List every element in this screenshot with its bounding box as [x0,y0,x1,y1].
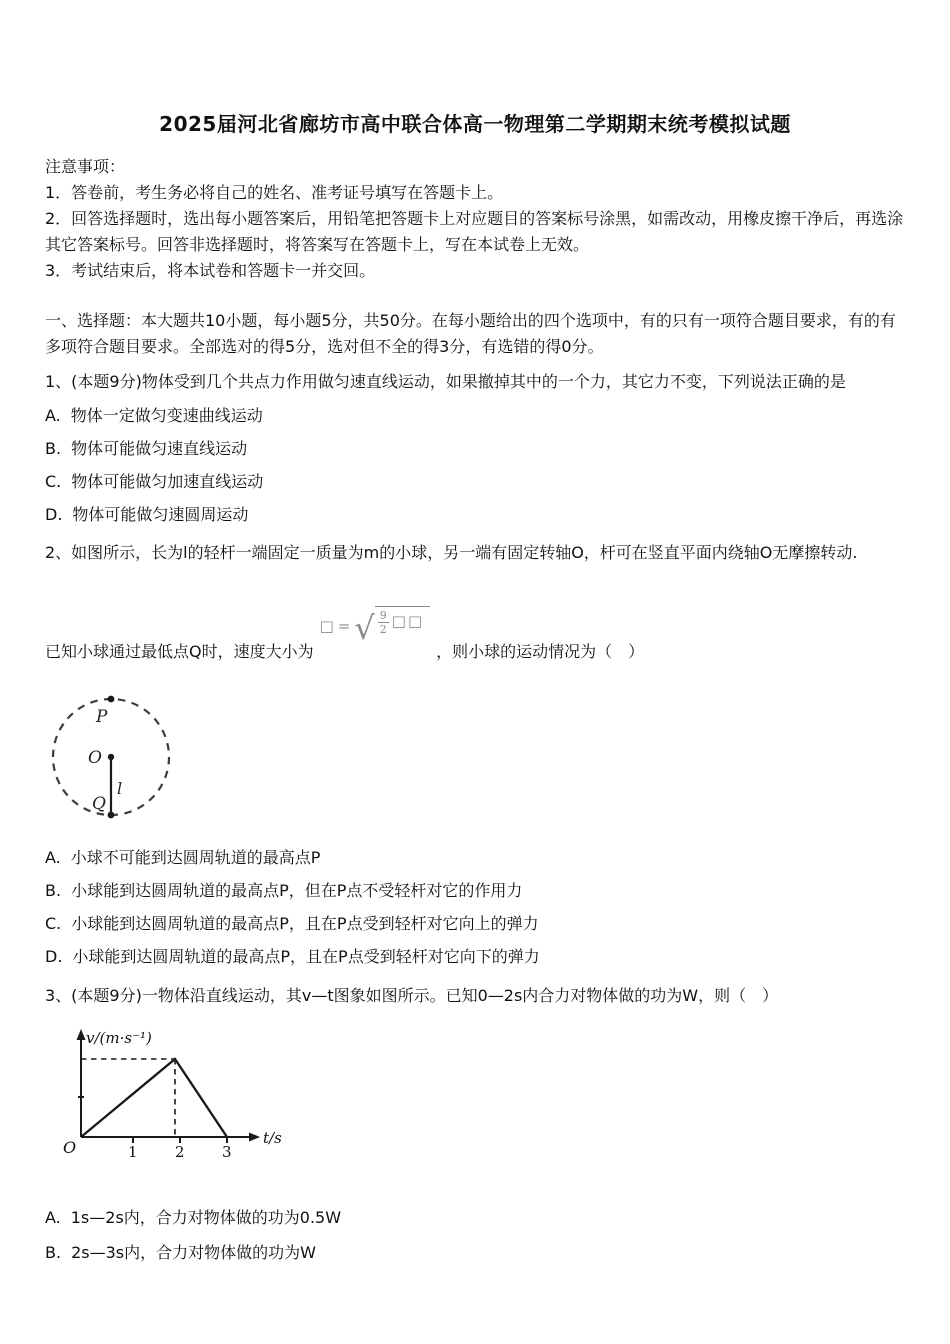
option-text: 1s—2s内，合力对物体做的功为0.5W [70,1208,342,1227]
option-label: A. [45,848,61,867]
option-text: 物体可能做匀速圆周运动 [72,505,249,524]
y-axis-arrow [77,1029,86,1040]
pivot-dot [108,754,114,760]
section-one-heading: 一、选择题：本大题共10小题，每小题5分，共50分。在每小题给出的四个选项中，有的只有一项符合题目要求，有的有多项符合题目要求。全部选对的得5分，选对但不全的得3分，有选错的得0分。 [45,311,896,356]
q1-option-d [45,502,905,527]
formula-lhs: □ [319,617,334,635]
q1-option-c [45,469,905,494]
q2-known-prefix: 已知小球通过最低点Q时，速度大小为 [45,642,314,661]
option-label: D. [45,505,63,524]
y-axis-label: v/(m·s⁻¹) [86,1029,152,1047]
label-o: O [88,748,102,768]
radical-sign: √ [354,609,375,647]
x-tick-label-1: 1 [128,1143,138,1161]
q2-known-line [45,609,905,665]
q3-stem: 3、(本题9分)一物体沿直线运动，其v—t图象如图所示。已知0—2s内合力对物体做的功为W，则（ ） [45,986,779,1005]
formula-equals: = [337,617,351,635]
option-text: 小球不可能到达圆周轨道的最高点P [70,848,321,867]
option-text: 物体可能做匀速直线运动 [71,439,248,458]
question-1 [45,369,905,527]
option-label: C. [45,472,62,491]
option-text: 物体可能做匀加速直线运动 [71,472,264,491]
question-3 [45,983,905,1265]
origin-label: O [63,1138,77,1157]
option-label: C. [45,914,62,933]
option-label: B. [45,439,62,458]
top-point-dot [108,696,115,703]
x-axis-arrow [249,1133,260,1142]
q1-options [45,403,905,527]
option-text: 小球能到达圆周轨道的最高点P，且在P点受到轻杆对它向下的弹力 [72,947,540,966]
page-title: 2025届河北省廊坊市高中联合体高一物理第二学期期末统考模拟试题 [159,112,791,136]
notes-section [45,154,905,284]
x-tick-label-2: 2 [175,1143,185,1161]
q2-options [45,845,905,969]
question-2 [45,540,905,969]
label-p: P [96,707,108,727]
q2-known-suffix: ，则小球的运动情况为（ ） [436,642,645,661]
x-tick-label-3: 3 [222,1143,232,1161]
q3-options [45,1205,905,1265]
circle-diagram-svg [45,693,183,829]
q2-option-c [45,911,905,936]
formula-sqrt [354,606,430,647]
formula-tail: □□ [391,612,425,630]
option-label: B. [45,881,62,900]
q1-stem: 1、(本题9分)物体受到几个共点力作用做匀速直线运动，如果撤掉其中的一个力，其它力不变，下列说法正确的是 [45,372,846,391]
velocity-line [81,1059,227,1137]
q1-option-a [45,403,905,428]
q2-stem: 2、如图所示，长为l的轻杆一端固定一质量为m的小球，另一端有固定转轴O，杆可在竖直平面内绕轴O无摩擦转动. [45,543,858,562]
q2-option-b [45,878,905,903]
q1-option-b [45,436,905,461]
fraction-denominator: 2 [379,623,387,636]
q3-vt-graph [53,1025,905,1173]
option-text: 小球能到达圆周轨道的最高点P，且在P点受到轻杆对它向上的弹力 [71,914,539,933]
label-q: Q [92,794,106,814]
vt-graph-svg [53,1025,298,1165]
q2-option-a [45,845,905,870]
option-text: 物体一定做匀变速曲线运动 [70,406,263,425]
q2-circle-diagram [45,693,905,837]
option-label: D. [45,947,63,966]
formula-fraction [378,610,389,635]
x-axis-label: t/s [263,1129,282,1147]
notes-heading: 注意事项： [45,157,126,176]
bottom-point-dot [108,812,115,819]
fraction-numerator: 9 [379,609,387,622]
option-text: 2s—3s内，合力对物体做的功为W [71,1243,316,1262]
option-label: B. [45,1243,62,1262]
q3-option-b [45,1240,905,1265]
option-label: A. [45,406,61,425]
q3-option-a [45,1205,905,1230]
q2-option-d [45,944,905,969]
option-label: A. [45,1208,61,1227]
note-line-3: 3．考试结束后，将本试卷和答题卡一并交回。 [45,261,376,280]
q2-velocity-formula [319,606,431,647]
label-l: l [117,779,123,798]
option-text: 小球能到达圆周轨道的最高点P，但在P点不受轻杆对它的作用力 [71,881,523,900]
note-line-2: 2．回答选择题时，选出每小题答案后，用铅笔把答题卡上对应题目的答案标号涂黑，如需改动，用橡皮擦干净后，再选涂其它答案标号。回答非选择题时，将答案写在答题卡上，写在本试卷上无效。 [45,209,904,254]
note-line-1: 1．答卷前，考生务必将自己的姓名、准考证号填写在答题卡上。 [45,183,504,202]
